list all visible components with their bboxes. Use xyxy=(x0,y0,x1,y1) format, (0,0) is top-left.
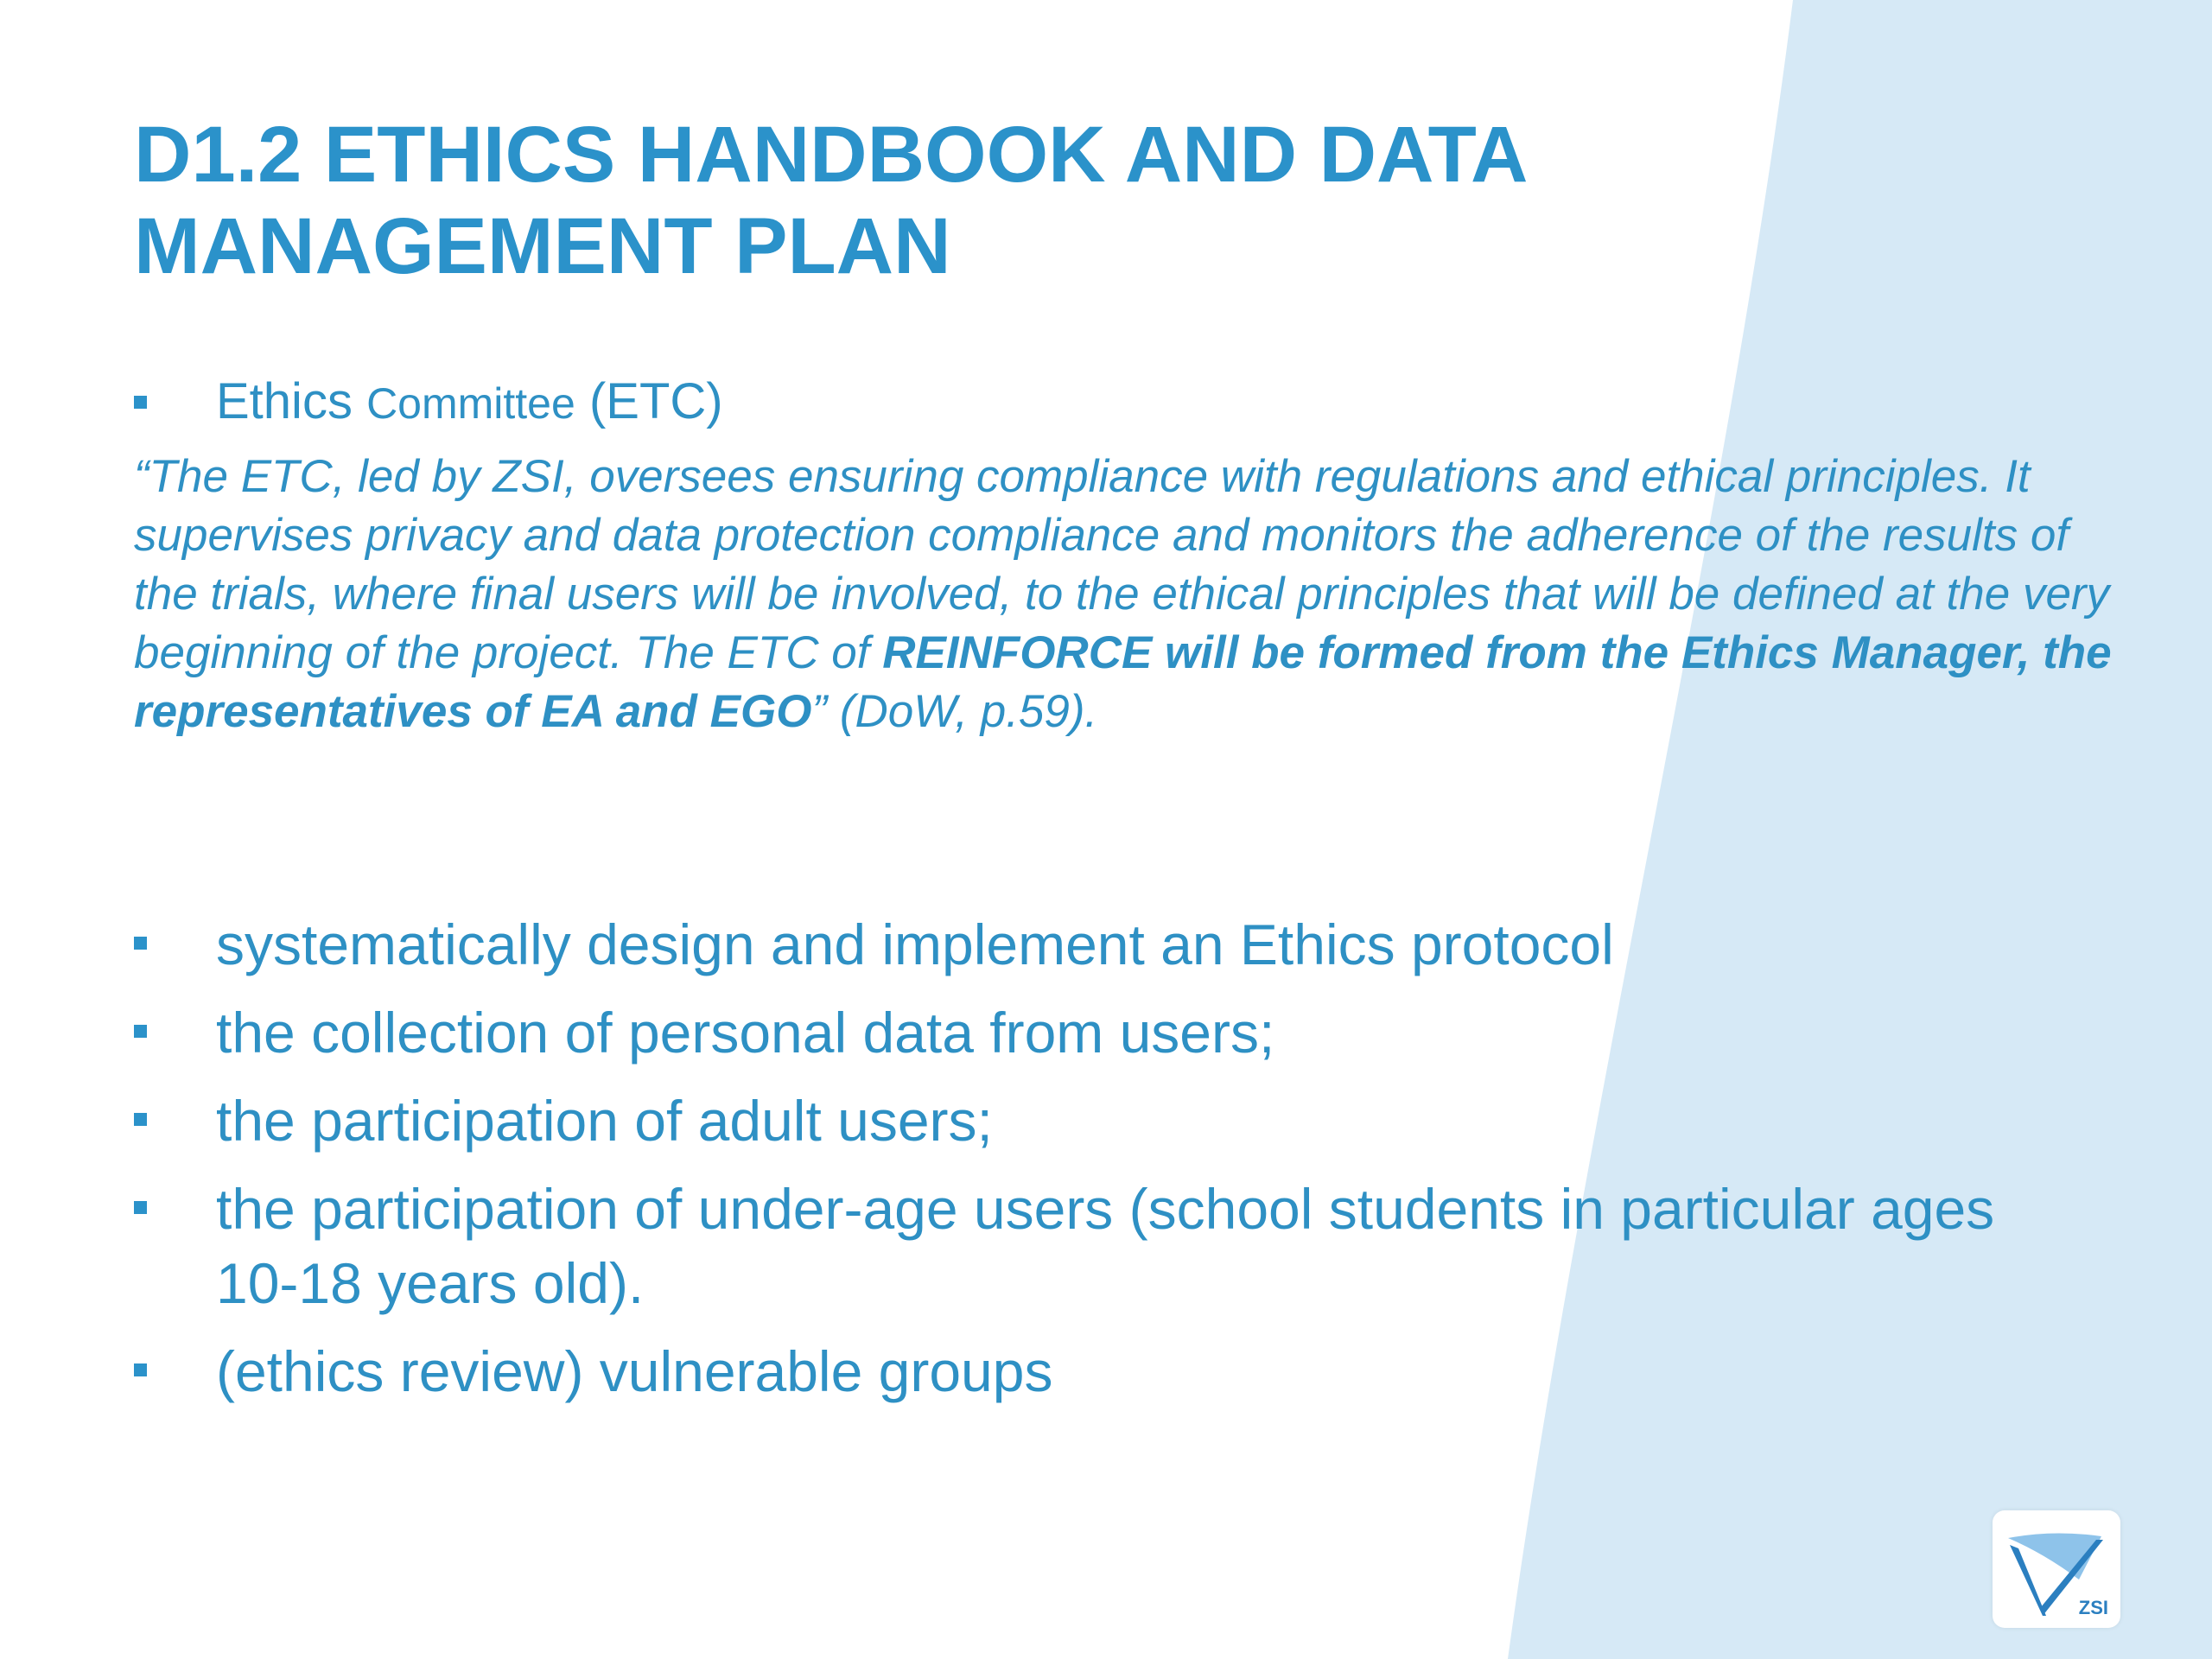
list-item-text: the participation of under-age users (school students in particular ages 10-18 years old). xyxy=(216,1177,1995,1315)
etc-heading-word-etc: (ETC) xyxy=(588,373,723,429)
zsi-logo xyxy=(1993,1510,2120,1628)
quote-bold-text: REINFORCE will be formed from the Ethics Manager, the representatives of EA and EGO xyxy=(134,627,2112,737)
list-item xyxy=(134,907,2078,982)
list-item xyxy=(134,1172,2078,1320)
list-item-text: the collection of personal data from users; xyxy=(216,1001,1275,1065)
list-item xyxy=(134,1334,2078,1408)
list-item-text: systematically design and implement an Ethics protocol xyxy=(216,912,1614,976)
quote-italic-text: “The ETC, led by ZSI, oversees ensuring compliance with regulations and ethical principles. It supervises privacy and data protection compliance and monitors the adherence of the results of the trials, where final users will be involved, to the ethical principles that will be defined at the very beginning of the project. The ETC of xyxy=(134,451,2110,678)
slide-title: D1.2 ETHICS HANDBOOK AND DATA MANAGEMENT PLAN xyxy=(134,111,1526,290)
square-bullet-icon xyxy=(134,1201,147,1214)
etc-heading-text xyxy=(216,373,723,429)
list-item xyxy=(134,995,2078,1070)
bullet-list xyxy=(134,907,2078,1422)
square-bullet-icon xyxy=(134,1363,147,1376)
etc-heading-word-committee: Committee xyxy=(366,379,575,428)
square-bullet-icon xyxy=(134,1025,147,1038)
etc-quote xyxy=(134,448,2121,741)
list-item-text: the participation of adult users; xyxy=(216,1089,993,1153)
square-bullet-icon xyxy=(134,1113,147,1126)
quote-citation: ” (DoW, p.59). xyxy=(811,686,1098,737)
list-item xyxy=(134,1084,2078,1158)
logo-text: ZSI xyxy=(2078,1597,2108,1618)
etc-heading-word-ethics: Ethics xyxy=(216,373,353,429)
list-item-text: (ethics review) vulnerable groups xyxy=(216,1339,1053,1403)
square-bullet-icon xyxy=(134,396,147,409)
square-bullet-icon xyxy=(134,937,147,950)
etc-heading xyxy=(134,372,723,434)
